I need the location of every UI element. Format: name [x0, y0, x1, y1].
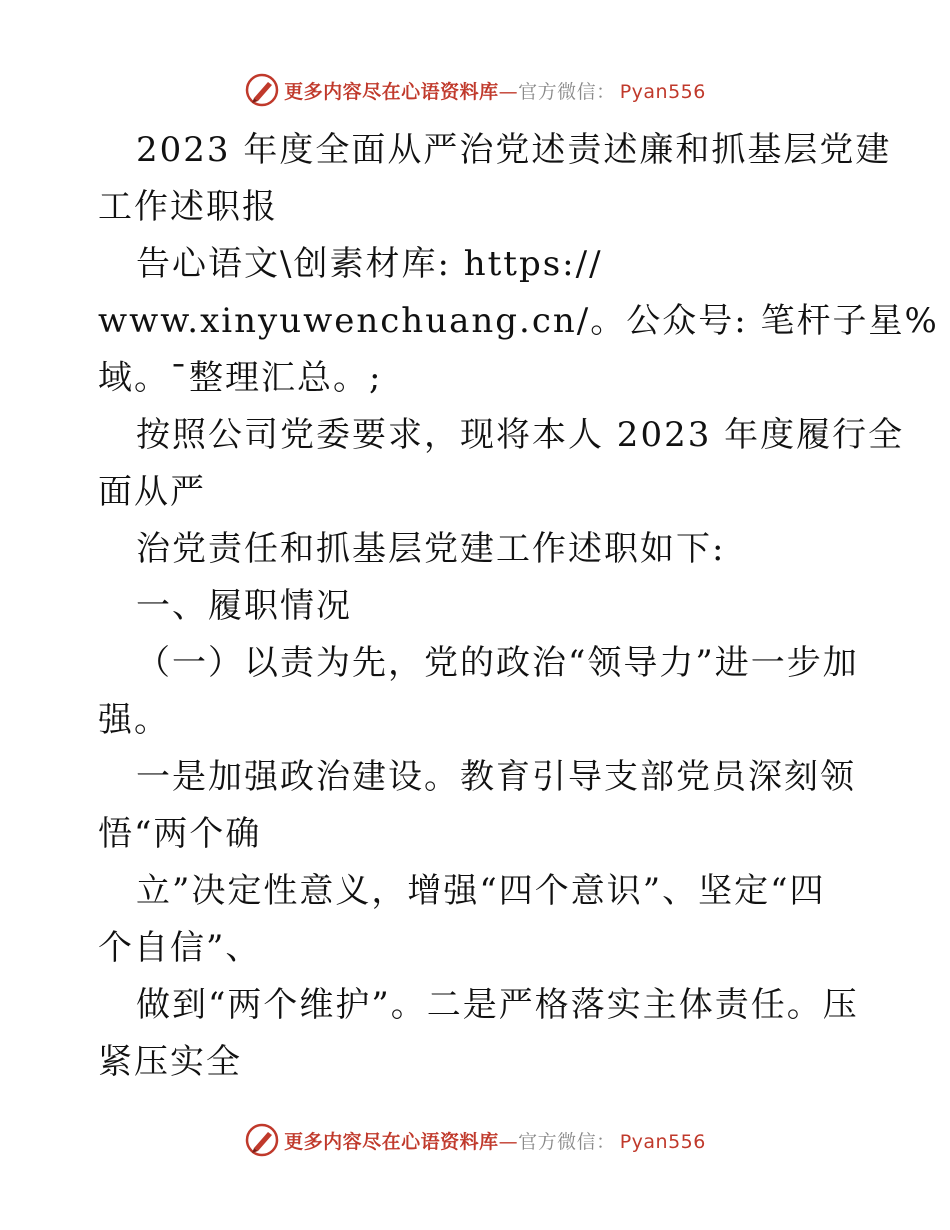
- text-line: 域。¯整理汇总。;: [98, 358, 383, 398]
- banner-dash: —: [498, 1130, 519, 1153]
- text-line: 强。: [98, 700, 170, 740]
- text-line: 2023 年度全面从严治党述责述廉和抓基层党建: [136, 130, 892, 170]
- text-line: 工作述职报: [98, 187, 278, 227]
- text-line: 立”决定性意义，增强“四个意识”、坚定“四: [136, 871, 826, 911]
- footer-banner: [0, 1120, 950, 1160]
- text-line: 一是加强政治建设。教育引导支部党员深刻领: [136, 757, 856, 797]
- banner-title: 更多内容尽在心语资料库: [284, 80, 499, 103]
- pen-logo-icon: [244, 72, 280, 108]
- banner-wechat-id: Pyan556: [619, 80, 706, 103]
- banner-wechat-label: 官方微信：: [518, 1130, 616, 1153]
- header-banner: [0, 70, 950, 110]
- text-line: 按照公司党委要求，现将本人 2023 年度履行全: [136, 415, 905, 455]
- document-body: [98, 122, 939, 1091]
- banner-dash: —: [498, 80, 519, 103]
- banner-wechat-label: 官方微信：: [518, 80, 616, 103]
- text-line: 悟“两个确: [98, 814, 262, 854]
- pen-logo-icon: [244, 1122, 280, 1158]
- text-line: 做到“两个维护”。二是严格落实主体责任。压: [136, 985, 859, 1025]
- subsection-heading: （一）以责为先，党的政治“领导力”进一步加: [136, 643, 859, 683]
- banner-wechat-id: Pyan556: [619, 1130, 706, 1153]
- banner-title: 更多内容尽在心语资料库: [284, 1130, 499, 1153]
- text-line: 告心语文\创素材库: https://: [136, 244, 603, 284]
- text-line: www.xinyuwenchuang.cn/。公众号: 笔杆子星%: [98, 301, 939, 341]
- text-line: 治党责任和抓基层党建工作述职如下:: [136, 529, 726, 569]
- text-line: 面从严: [98, 472, 206, 512]
- text-line: 个自信”、: [98, 928, 262, 968]
- section-heading: 一、履职情况: [136, 586, 352, 626]
- text-line: 紧压实全: [98, 1042, 242, 1082]
